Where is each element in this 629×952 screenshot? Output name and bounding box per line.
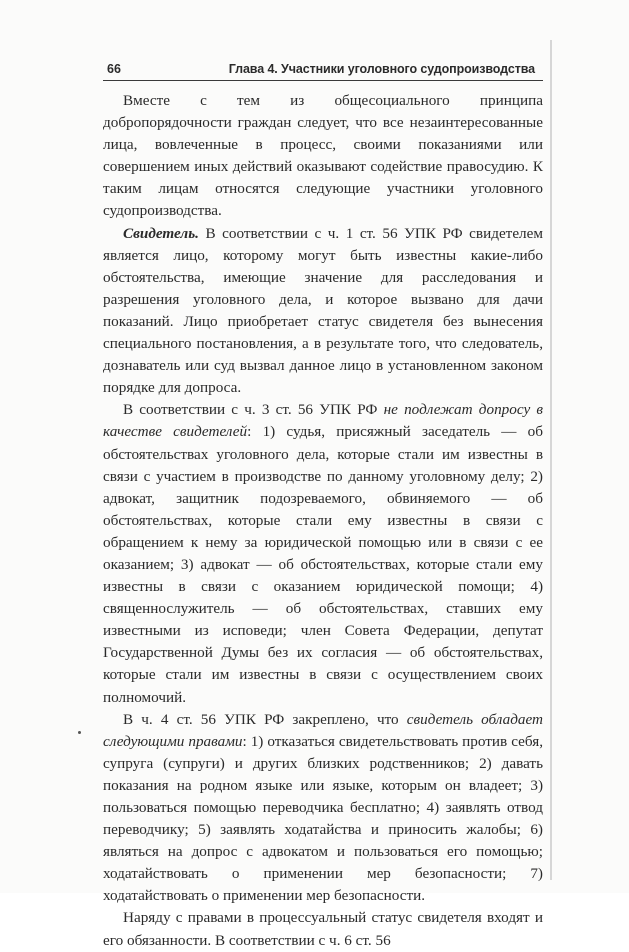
running-header [103,60,543,81]
chapter-title: Глава 4. Участники уголовного судопроизводства [228,62,535,76]
paragraph-5-text: Наряду с правами в процессуальный статус свидетеля входят и его обязанности. В соответствии с ч. 6 ст. 56 [103,909,543,949]
paragraph-4 [103,709,543,908]
term-witness: Свидетель. [123,224,199,242]
paragraph-4-lead: В ч. 4 ст. 56 УПК РФ закреплено, что [123,710,407,728]
page-spine-shadow [550,40,552,880]
paragraph-5 [103,907,543,951]
paragraph-1 [103,90,543,223]
paragraph-3-text: : 1) судья, присяжный заседатель — об обстоятельствах уголовного дела, которые стали им известны в связи с участием в производстве по данному уголовному делу; 2) адвокат, защитник подозреваемого, обвиняемого — об обстоятельствах, которые стали ему известны в связи с обращением к нему за юридической помощью или в связи с ее оказанием; 3) адвокат — об обстоятельствах, которые стали ему известны в связи с оказанием юридической помощи; 4) священнослужитель — об обстоятельствах, ставших ему известными из исповеди; член Совета Федерации, депутат Государственной Думы без их согласия — об обстоятельствах, которые стали им известны в связи с осуществлением своих полномочий. [103,423,544,706]
paragraph-3-lead: В соответствии с ч. 3 ст. 56 УПК РФ [123,401,384,419]
paragraph-2 [103,223,543,400]
paragraph-4-text: : 1) отказаться свидетельствовать против себя, супруга (супруги) и других близких родственников; 2) давать показания на родном языке или языке, которым он владеет; 3) пользоваться помощью переводчика бесплатно; 4) заявлять отвод переводчику; 5) заявлять ходатайства и приносить жалобы; 6) являться на допрос с адвокатом и пользоваться его помощью; ходатайствовать о применении мер безопасности; 7) ходатайствовать о применении мер безопасности. [103,732,544,905]
paragraph-1-text: Вместе с тем из общесоциального принципа добропорядочности граждан следует, что все незаинтересованные лица, вовлеченные в процесс, своими показаниями или совершением иных действий оказывают содействие правосудию. К таким лицам относятся следующие участники уголовного судопроизводства. [103,92,543,220]
paragraph-3 [103,399,543,708]
paragraph-3-emphasis: не подлежат допросу в качестве свидетелей [103,401,543,441]
paragraph-2-text: В соответствии с ч. 1 ст. 56 УПК РФ свидетелем является лицо, которому могут быть известны какие-либо обстоятельства, имеющие значение для расследования и разрешения уголовного дела, и которое вызвано для дачи показаний. Лицо приобретает статус свидетеля без вынесения специального постановления, а в результате того, что следователь, дознаватель или суд вызвал данное лицо в установленном законом порядке для допроса. [103,224,543,397]
scan-speck [78,731,81,734]
page-number: 66 [107,62,121,76]
paragraph-4-emphasis: свидетель обладает следующими правами [103,710,543,750]
page-body [103,90,543,952]
